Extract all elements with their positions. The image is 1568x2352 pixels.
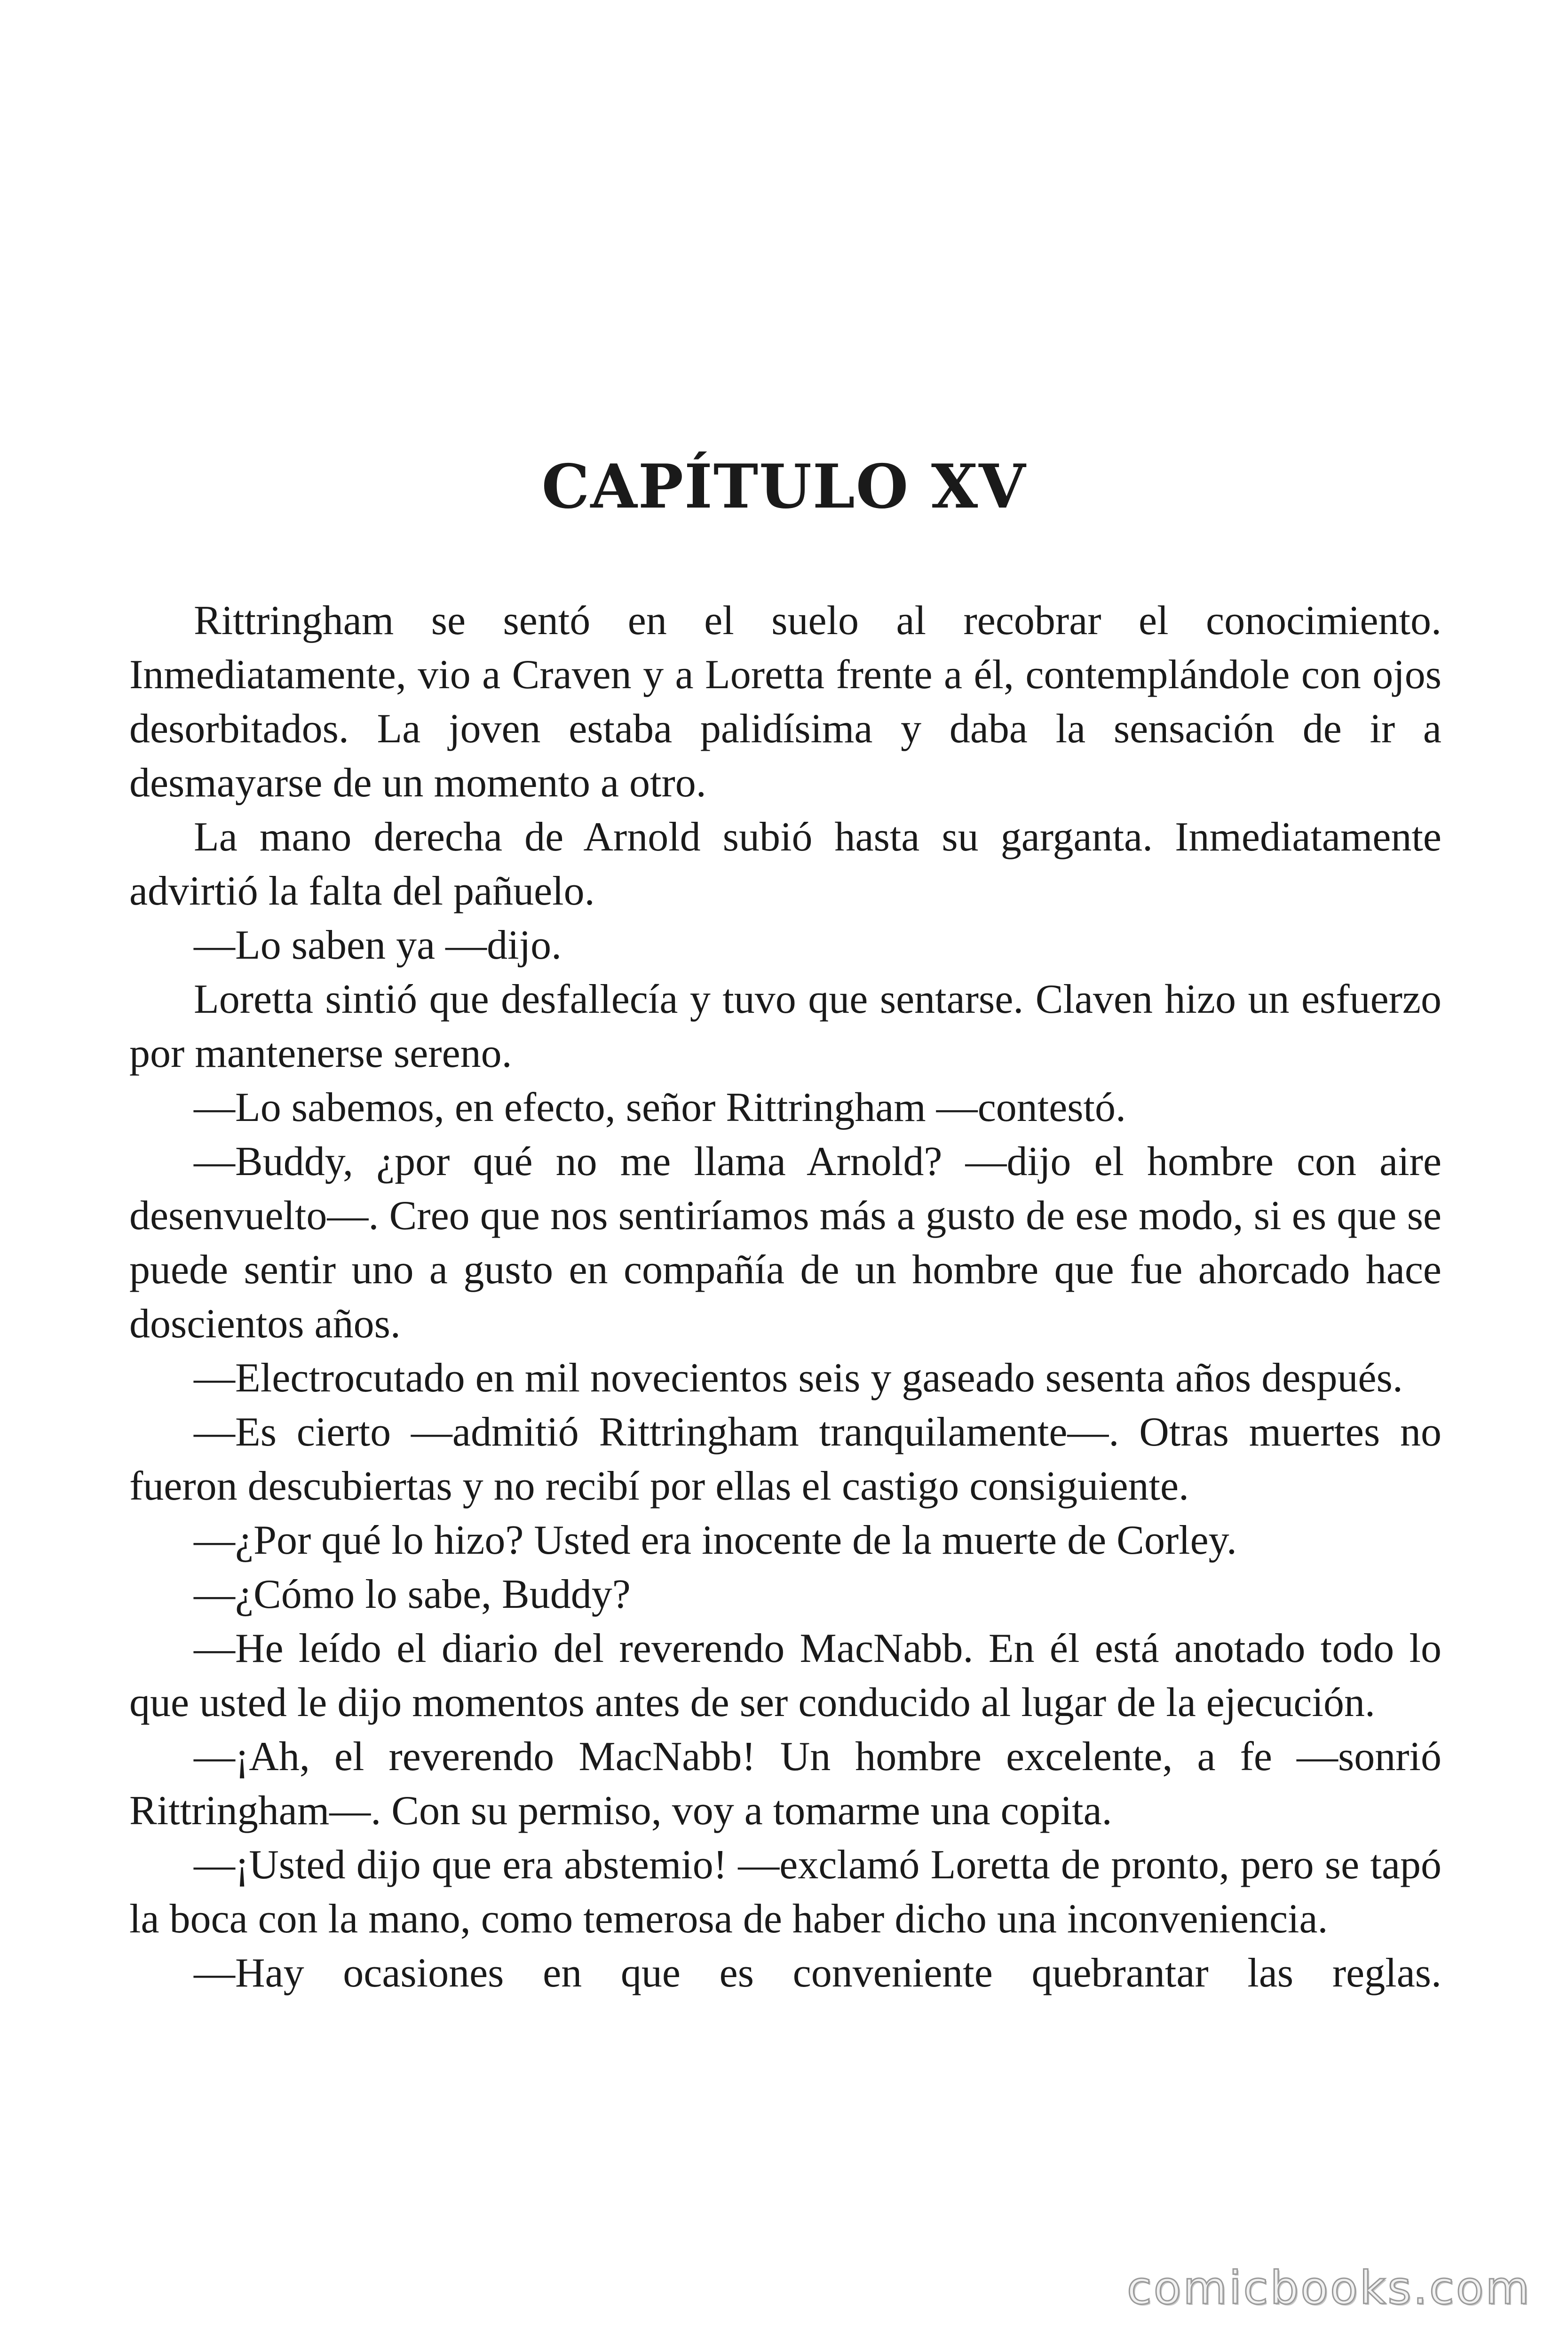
paragraph-14: —Hay ocasiones en que es conveniente quebrantar las reglas. [194,1950,1441,1996]
paragraph-10: —¿Cómo lo sabe, Buddy? [194,1572,631,1617]
paragraph-9: —¿Por qué lo hizo? Usted era inocente de la muerte de Corley. [194,1518,1237,1563]
paragraph-8: —Es cierto —admitió Rittringham tranquilamente—. Otras muertes no fueron descubiertas y no recibí por ellas el castigo consiguiente. [129,1409,1441,1509]
chapter-title: CAPÍTULO XV [541,452,1027,522]
paragraph-2: La mano derecha de Arnold subió hasta su garganta. Inmediatamente advirtió la falta del pañuelo. [129,814,1441,914]
paragraph-4: Loretta sintió que desfallecía y tuvo que sentarse. Claven hizo un esfuerzo por mantenerse sereno. [129,977,1441,1076]
paragraph-5: —Lo sabemos, en efecto, señor Rittringham —contestó. [194,1085,1126,1130]
paragraph-12: —¡Ah, el reverendo MacNabb! Un hombre excelente, a fe —sonrió Rittringham—. Con su permiso, voy a tomarme una copita. [129,1734,1441,1834]
paragraph-11: —He leído el diario del reverendo MacNabb. En él está anotado todo lo que usted le dijo momentos antes de ser conducido al lugar de la ejecución. [129,1626,1441,1725]
paragraph-1: Rittringham se sentó en el suelo al recobrar el conocimiento. Inmediatamente, vio a Craven y a Loretta frente a él, contemplándole con ojos desorbitados. La joven estaba palidísima y daba la sensación de ir a desmayarse de un momento a otro. [129,598,1441,806]
watermark-logo: comicbooks.com [1126,2262,1531,2314]
paragraph-7: —Electrocutado en mil novecientos seis y gaseado sesenta años después. [194,1355,1403,1401]
paragraph-3: —Lo saben ya —dijo. [194,922,562,968]
chapter-text [129,594,1441,2000]
paragraph-13: —¡Usted dijo que era abstemio! —exclamó Loretta de pronto, pero se tapó la boca con la mano, como temerosa de haber dicho una inconveniencia. [129,1842,1441,1942]
paragraph-6: —Buddy, ¿por qué no me llama Arnold? —dijo el hombre con aire desenvuelto—. Creo que nos sentiríamos más a gusto de ese modo, si es que se puede sentir uno a gusto en compañía de un hombre que fue ahorcado hace doscientos años. [129,1139,1441,1347]
